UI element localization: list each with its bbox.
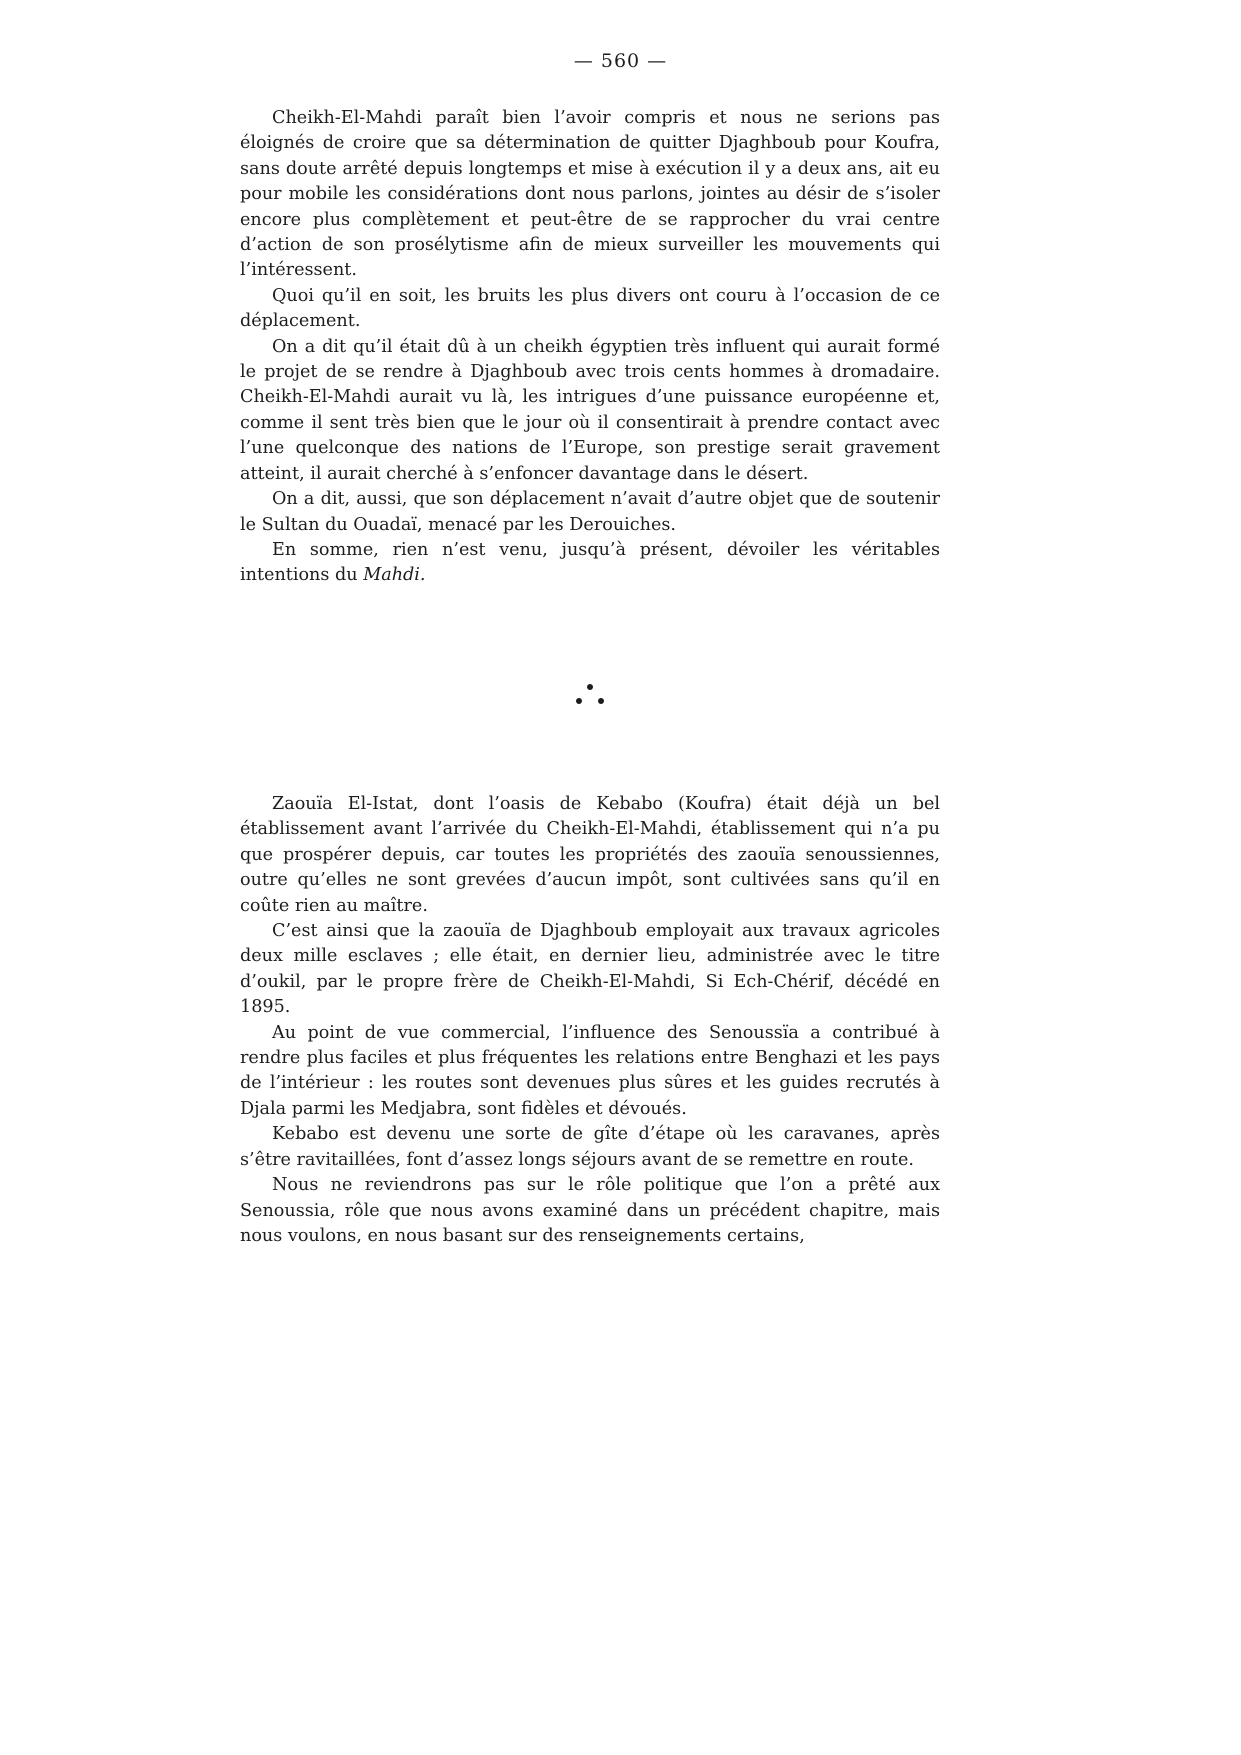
asterism-dot	[576, 698, 582, 704]
italic-word: Mahdi.	[363, 565, 426, 586]
paragraph: Kebabo est devenu une sorte de gîte d’étape où les caravanes, après s’être ravitaillées, font d’assez longs séjours avant de se remettre en route.	[240, 1124, 940, 1170]
paragraph: Nous ne reviendrons pas sur le rôle politique que l’on a prêté aux Senoussia, rôle que nous avons examiné dans un précédent chapitre, mais nous voulons, en nous basant sur des renseignements certains,	[240, 1175, 940, 1246]
paragraph: Zaouïa El-Istat, dont l’oasis de Kebabo (Koufra) était déjà un bel établissement avant l’arrivée du Cheikh-El-Mahdi, établissement qui n’a pu que prospérer depuis, car toutes les propriétés des zaouïa senoussiennes, outre qu’elles ne sont grevées d’aucun impôt, sont cultivées sans qu’il en coûte rien au maître.	[240, 794, 940, 916]
paragraph: C’est ainsi que la zaouïa de Djaghboub employait aux travaux agricoles deux mille esclaves ; elle était, en dernier lieu, administrée avec le titre d’oukil, par le propre frère de Cheikh-El-Mahdi, Si Ech-Chérif, décédé en 1895.	[240, 921, 940, 1018]
text-block-lower	[240, 792, 940, 1249]
asterism-dot	[587, 684, 593, 690]
paragraph	[240, 538, 940, 589]
paragraph: Au point de vue commercial, l’influence des Senoussïa a contribué à rendre plus faciles et plus fréquentes les relations entre Benghazi et les pays de l’intérieur : les routes sont devenues plus sûres et les guides recrutés à Djala parmi les Medjabra, sont fidèles et dévoués.	[240, 1022, 940, 1119]
paragraph: On a dit, aussi, que son déplacement n’avait d’autre objet que de soutenir le Sultan du Ouadaï, menacé par les Derouiches.	[240, 489, 940, 535]
page-number: — 560 —	[573, 50, 668, 72]
paragraph: Cheikh-El-Mahdi paraît bien l’avoir compris et nous ne serions pas éloignés de croire que sa détermination de quitter Djaghboub pour Koufra, sans doute arrêté depuis longtemps et mise à exécution il y a deux ans, ait eu pour mobile les considérations dont nous parlons, jointes au désir de s’isoler encore plus complètement et peut-être de se rapprocher du vrai centre d’action de son prosélytisme afin de mieux surveiller les mouvements qui l’intéressent.	[240, 108, 940, 281]
paragraph: Quoi qu’il en soit, les bruits les plus divers ont couru à l’occasion de ce déplacement.	[240, 285, 940, 332]
paragraph: On a dit qu’il était dû à un cheikh égyptien très influent qui aurait formé le projet de se rendre à Djaghboub avec trois cents hommes à dromadaire. Cheikh-El-Mahdi aurait vu là, les intrigues d’une puissance européenne et, comme il sent très bien que le jour où il consentirait à prendre contact avec l’une quelconque des nations de l’Europe, son prestige serait gravement atteint, il aurait cherché à s’enfoncer davantage dans le désert.	[240, 336, 940, 484]
asterism-separator-icon	[570, 680, 610, 710]
text-block-upper	[240, 106, 940, 589]
asterism-dot	[598, 698, 604, 704]
paragraph-text: En somme, rien n’est venu, jusqu’à présent, dévoiler les véritables intentions du	[240, 539, 940, 586]
